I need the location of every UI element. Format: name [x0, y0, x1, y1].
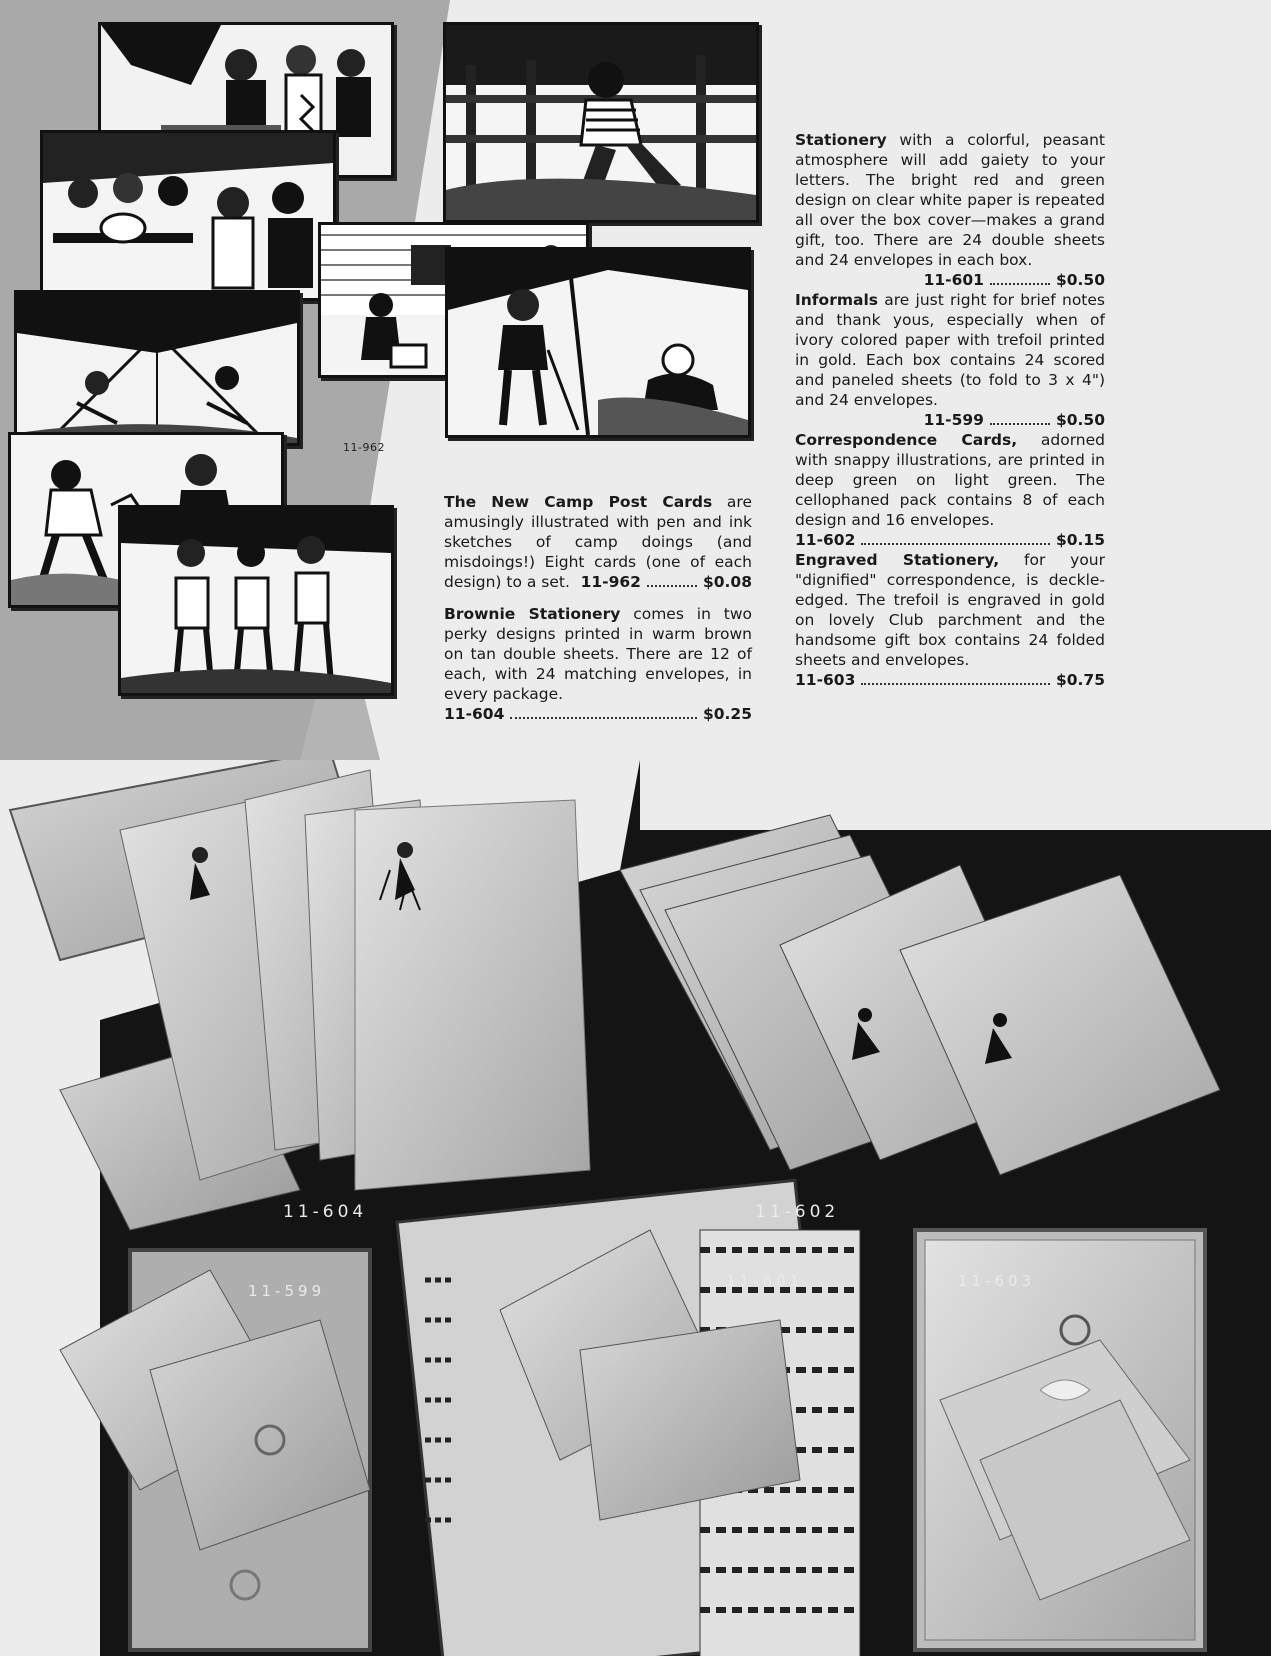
- left-text-column: [444, 492, 752, 724]
- price-line-11-602: [795, 530, 1105, 550]
- catalog-number: 11-603: [795, 671, 856, 689]
- product-name: Informals: [795, 291, 878, 309]
- peasant-stationery-box: [397, 1180, 860, 1656]
- price: $0.15: [1055, 531, 1105, 549]
- product-description: with a colorful, peasant atmosphere will add gaiety to your letters. The bright red and green design on clear white paper is repeated all over the box cover—makes a grand gift, too. There are 24 double sheets and 24 envelopes in each box.: [795, 131, 1105, 269]
- product-engraved-stationery: [795, 550, 1105, 670]
- leader-dots: [990, 283, 1050, 285]
- catalog-number: 11-962: [580, 573, 641, 591]
- product-name: Stationery: [795, 131, 887, 149]
- postcards-catalog-number: 11-962: [343, 441, 385, 454]
- leader-dots: [647, 585, 697, 587]
- product-photo-drawing: [0, 760, 1271, 1656]
- leader-dots: [861, 543, 1050, 545]
- catalog-number: 11-599: [923, 411, 984, 429]
- price: $0.50: [1055, 411, 1105, 429]
- price: $0.25: [702, 705, 752, 723]
- photo-label-11-601: 11-601: [726, 1272, 804, 1290]
- price-line-11-599: [795, 410, 1105, 430]
- postcard-tent-campfire: [14, 290, 300, 446]
- price: $0.08: [702, 573, 752, 591]
- price: $0.75: [1055, 671, 1105, 689]
- price-line-11-604: [444, 704, 752, 724]
- product-description: are amusingly illustrated with pen and ink sketches of camp doings (and misdoings!) Eight cards (one of each design) to a set.: [444, 493, 752, 591]
- product-name: Correspondence Cards,: [795, 431, 1018, 449]
- product-photo: [0, 760, 1271, 1656]
- product-description: adorned with snappy illustrations, are printed in deep green on light green. The cellophaned pack contains 8 of each design and 16 envelopes.: [795, 431, 1105, 529]
- product-name: Engraved Stationery,: [795, 551, 1000, 569]
- product-description: for your "dignified" correspondence, is deckle-edged. The trefoil is engraved in gold on lovely Club parchment and the handsome gift box contains 24 folded sheets and envelopes.: [795, 551, 1105, 669]
- product-description: are just right for brief notes and thank yous, especially when of ivory colored paper with trefoil printed in gold. Each box contains 24 scored and paneled sheets (to fold to 3 x 4") and 24 envelopes.: [795, 291, 1105, 409]
- postcard-fence: [443, 22, 759, 223]
- leader-dots: [510, 717, 697, 719]
- leader-dots: [990, 423, 1050, 425]
- product-correspondence-cards: [795, 430, 1105, 530]
- photo-label-11-599: 11-599: [248, 1282, 326, 1300]
- postcard-sweeping: [445, 247, 751, 438]
- product-name: The New Camp Post Cards: [444, 493, 713, 511]
- photo-label-11-603: 11-603: [958, 1272, 1036, 1290]
- price: $0.50: [1055, 271, 1105, 289]
- photo-label-11-602: 11-602: [755, 1202, 840, 1222]
- catalog-number: 11-604: [444, 705, 505, 723]
- product-description: comes in two perky designs printed in warm brown on tan double sheets. There are 12 of each, with 24 matching envelopes, in every package.: [444, 605, 752, 703]
- engraved-stationery-box: [915, 1230, 1205, 1650]
- right-text-column: [795, 130, 1105, 690]
- product-peasant-stationery: [795, 130, 1105, 270]
- product-name: Brownie Stationery: [444, 605, 621, 623]
- price-line-11-601: [795, 270, 1105, 290]
- leader-dots: [861, 683, 1050, 685]
- photo-label-11-604: 11-604: [283, 1202, 368, 1222]
- postcard-hikers: [118, 505, 394, 696]
- product-brownie-stationery: [444, 604, 752, 704]
- product-informals: [795, 290, 1105, 410]
- catalog-number: 11-601: [923, 271, 984, 289]
- postcard-table: [40, 130, 336, 301]
- catalog-number: 11-602: [795, 531, 856, 549]
- price-line-11-603: [795, 670, 1105, 690]
